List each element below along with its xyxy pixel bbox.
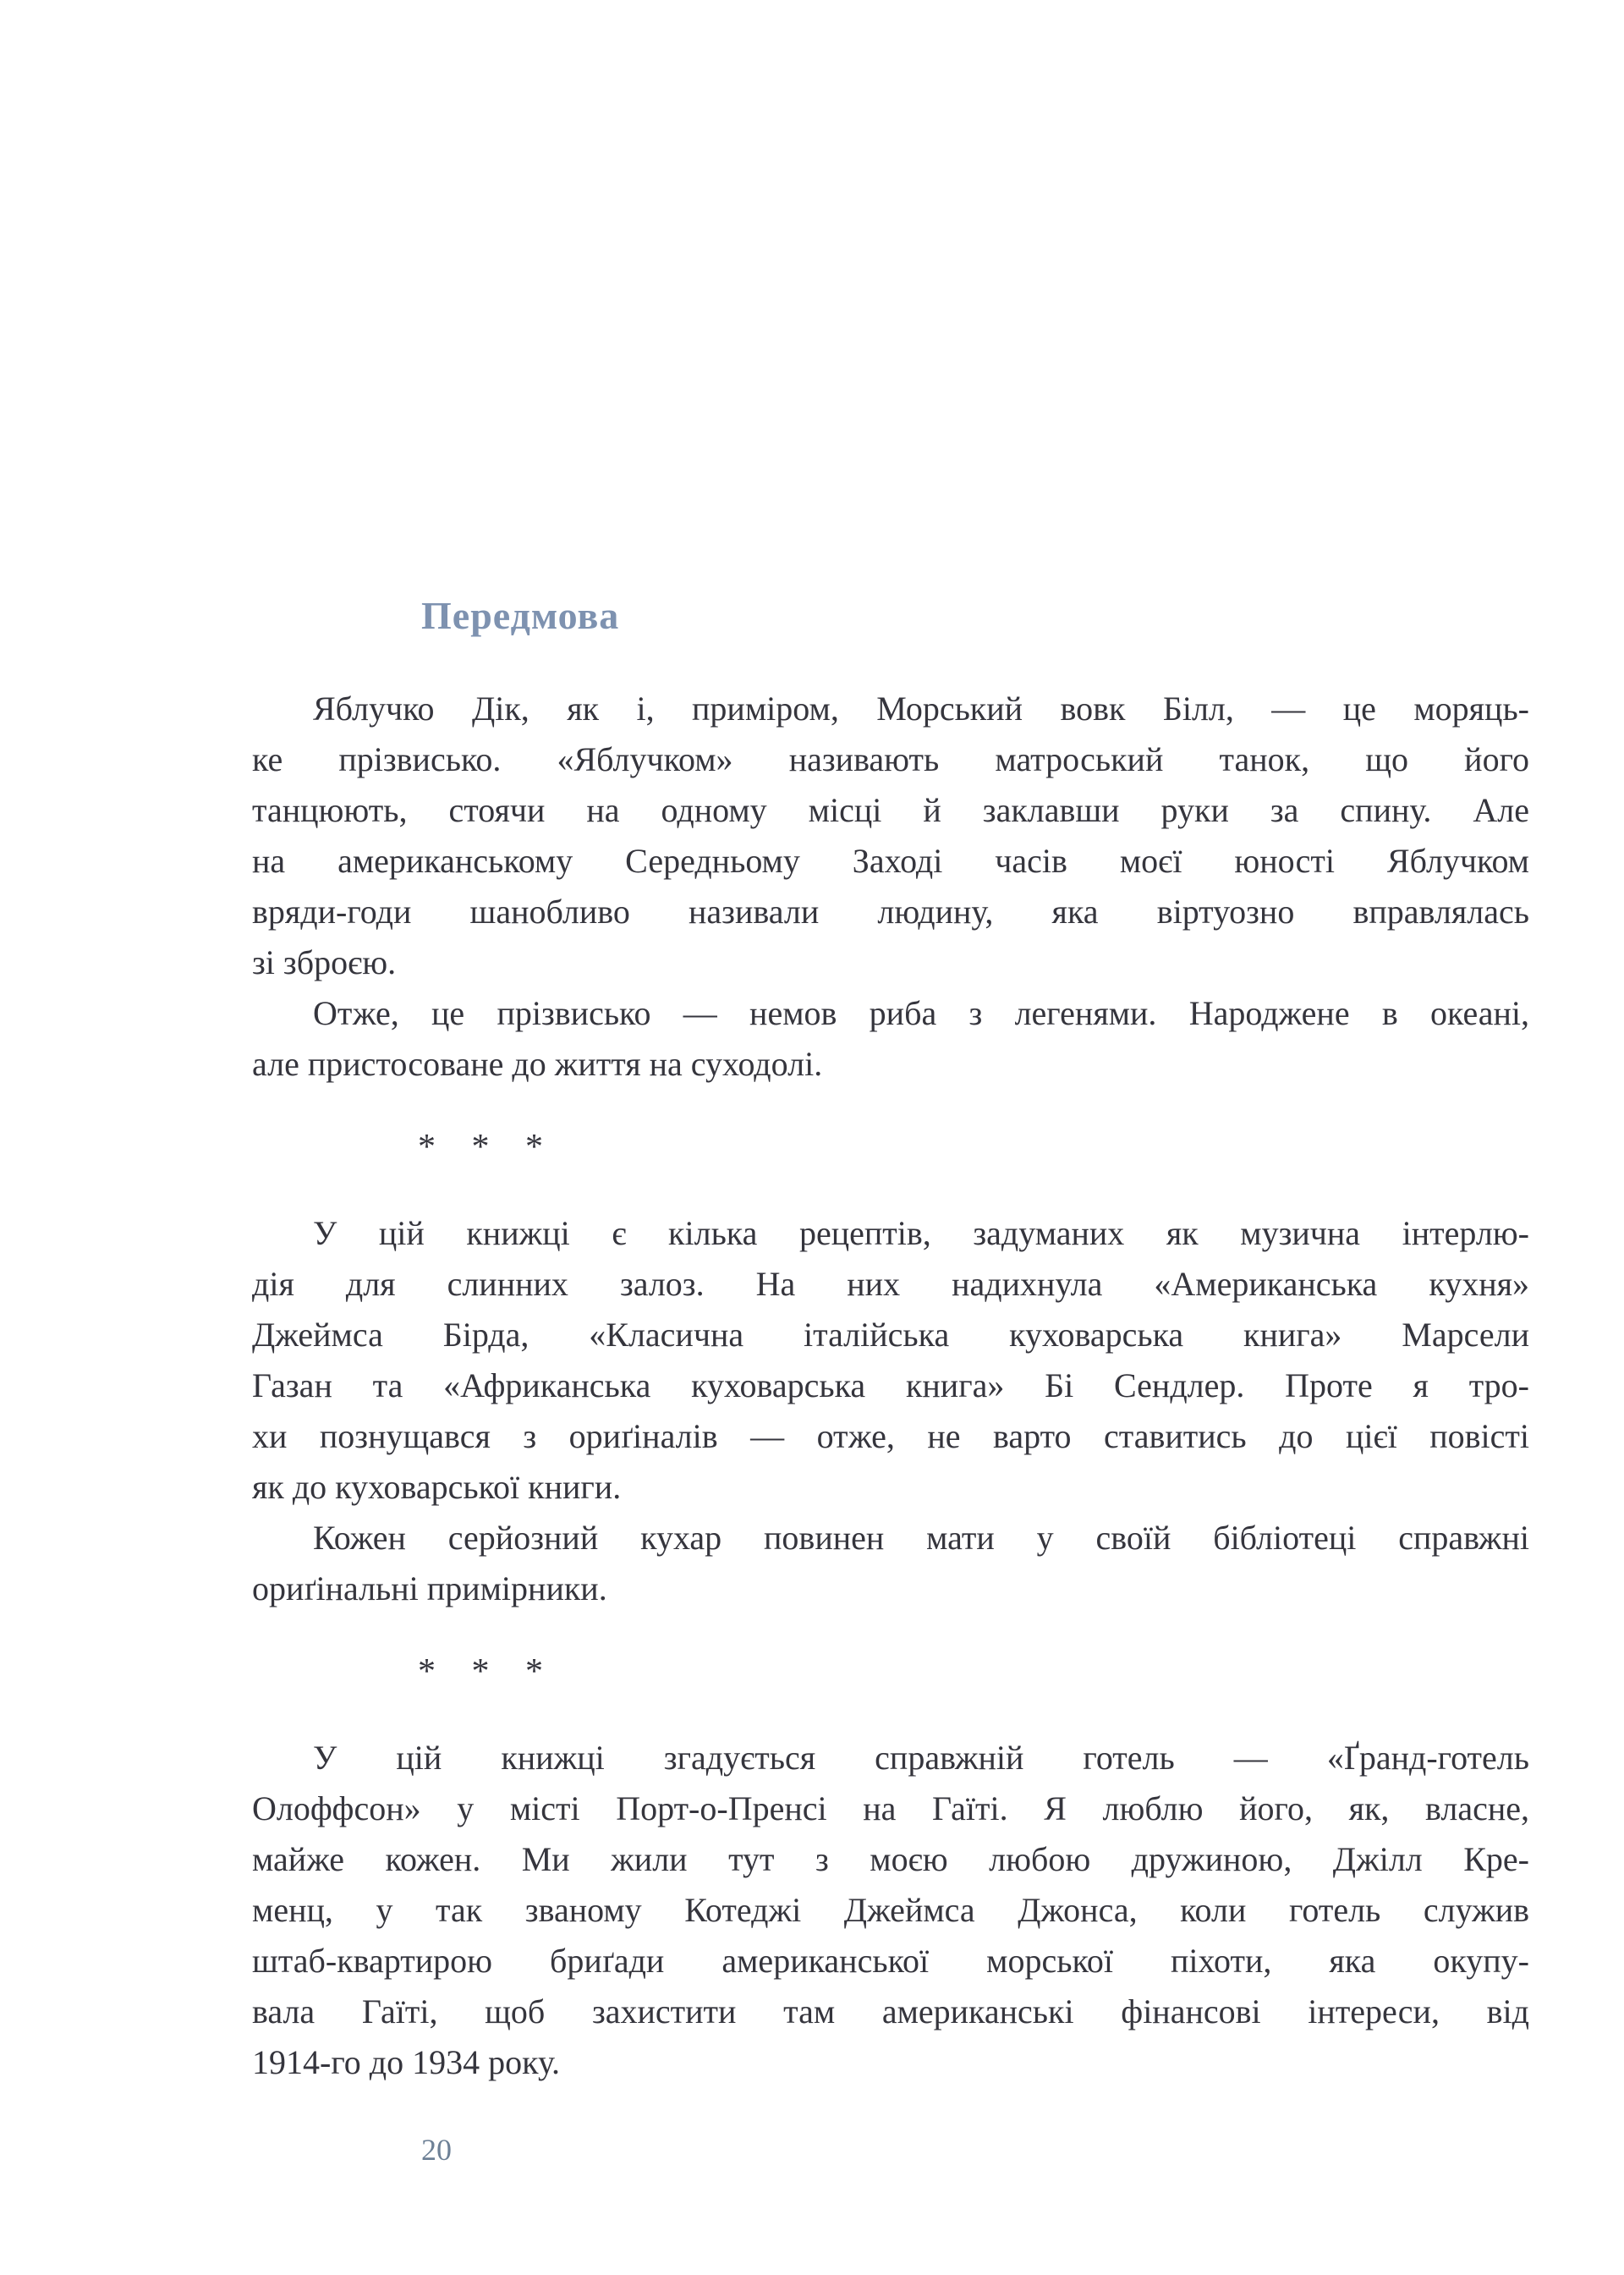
paragraph-line: Газан та «Африканська куховарська книга» Бі Сендлер. Проте я тро- — [252, 1366, 1529, 1404]
paragraph-line: Кожен серйозний кухар повинен мати у своїй бібліотеці справжні — [313, 1519, 1529, 1557]
section-separator: * * * — [418, 1128, 557, 1167]
page-body — [252, 684, 1529, 2088]
paragraph-line: майже кожен. Ми жили тут з моєю любою дружиною, Джілл Кре- — [252, 1840, 1529, 1878]
paragraph-line: Яблучко Дік, як і, приміром, Морський вовк Білл, — це моряць- — [313, 690, 1529, 728]
paragraph-line: У цій книжці є кілька рецептів, задуманих як музична інтерлю- — [313, 1214, 1529, 1252]
paragraph-line: У цій книжці згадується справжній готель — «Ґранд-готель — [313, 1739, 1529, 1777]
paragraph-line: танцюють, стоячи на одному місці й заклавши руки за спину. Але — [252, 791, 1529, 829]
paragraph-line: ориґінальні примірники. — [252, 1569, 607, 1607]
paragraph-line: 1914-го до 1934 року. — [252, 2043, 560, 2081]
paragraph-line: Олоффсон» у місті Порт-о-Пренсі на Гаїті. Я люблю його, як, власне, — [252, 1789, 1529, 1827]
paragraph — [252, 684, 1529, 988]
paragraph-line: Отже, це прізвисько — немов риба з легенями. Народжене в океані, — [313, 994, 1529, 1032]
paragraph-line: зі зброєю. — [252, 943, 397, 981]
paragraph-line: штаб-квартирою бриґади американської морської піхоти, яка окупу- — [252, 1942, 1529, 1980]
paragraph-line: на американському Середньому Заході часів моєї юності Яблучком — [252, 842, 1529, 880]
paragraph-line: ке прізвисько. «Яблучком» називають матроський танок, що його — [252, 740, 1529, 778]
paragraph-line: але пристосоване до життя на суходолі. — [252, 1045, 823, 1083]
paragraph-line: вряди-годи шанобливо називали людину, яка віртуозно вправлялась — [252, 893, 1529, 931]
paragraph-line: як до куховарської книги. — [252, 1468, 622, 1506]
paragraph — [252, 1733, 1529, 2088]
chapter-title: Передмова — [421, 594, 620, 637]
paragraph — [252, 1513, 1529, 1614]
paragraph-line: хи познущався з ориґіналів — отже, не варто ставитись до цієї повісті — [252, 1417, 1529, 1455]
paragraph — [252, 1208, 1529, 1513]
paragraph-line: вала Гаїті, щоб захистити там американські фінансові інтереси, від — [252, 1992, 1529, 2030]
paragraph-line: Джеймса Бірда, «Класична італійська куховарська книга» Марсели — [252, 1316, 1529, 1354]
paragraph — [252, 988, 1529, 1090]
paragraph-line: менц, у так званому Котеджі Джеймса Джонса, коли готель служив — [252, 1891, 1529, 1929]
section-separator: * * * — [418, 1652, 557, 1691]
page-number: 20 — [421, 2133, 452, 2167]
paragraph-line: дія для слинних залоз. На них надихнула «Американська кухня» — [252, 1265, 1529, 1303]
